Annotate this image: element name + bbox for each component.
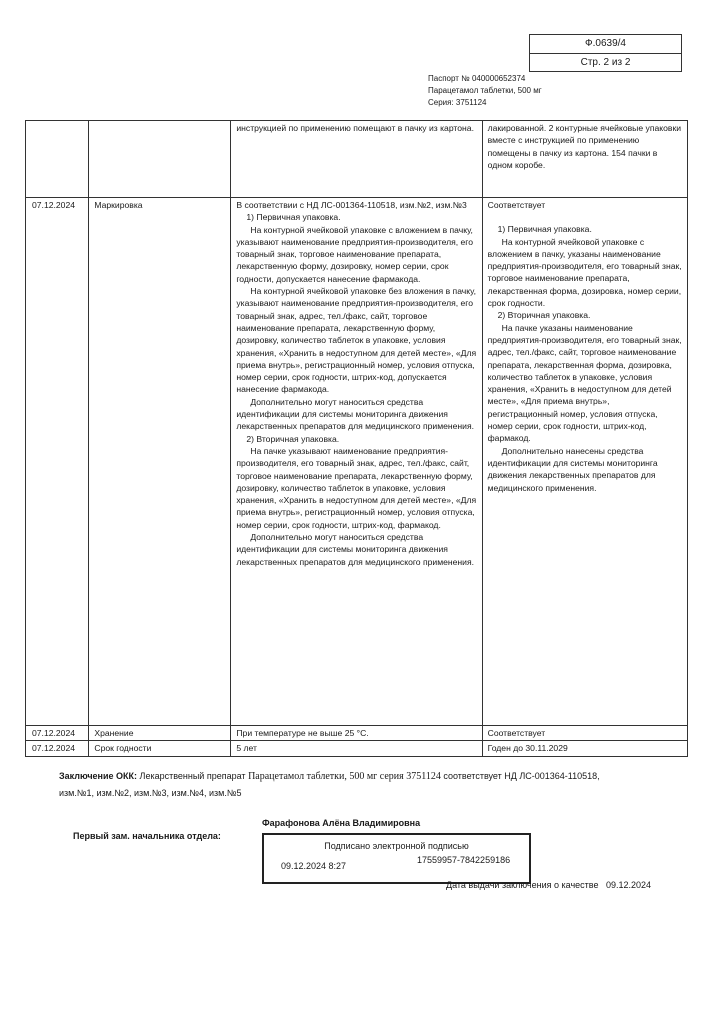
conclusion-label: Заключение ОКК: [59,771,138,781]
signature-title: Подписано электронной подписью [324,841,469,851]
marking-date: 07.12.2024 [26,198,89,726]
signature-certificate: 17559957-7842259186 [417,855,511,865]
conclusion: Заключение ОКК: Лекарственный препарат Парацетамол таблетки, 500 мг серия 3751124 соответствует НД ЛС-001364-110518, изм.№1, изм.№2, изм.№3, изм.№4, изм.№5 [59,771,600,798]
shelf-date: 07.12.2024 [26,741,89,756]
page-number: Стр. 2 из 2 [530,53,681,72]
marking-name: Маркировка [89,198,231,726]
marking-result: Соответствует 1) Первичная упаковка. На контурной ячейковой упаковке с вложением в пачку, указаны наименование предприятия-производителя, его товарный знак, торговое наименование препарата, лекарственная форма, дозировка, номер серии, срок годности. 2) Вторичная упаковка. На пачке указаны наименование предприятия-производителя, его товарный знак, адрес, тел./факс, сайт, торговое наименование препарата, лекарственная форма, дозировка, количество таблеток в упаковке, условия хранения, «Хранить в недоступном для детей месте», «Для приема внутрь», регистрационный номер, условия отпуска, номер серии, срок годности, штрих-код, фармакод. Дополнительно нанесены средства идентификации для системы мониторинга движения лекарственных препаратов для медицинского применения. [482,198,687,726]
shelf-result: Годен до 30.11.2029 [482,741,687,756]
passport-info [428,73,542,109]
signer-role: Первый зам. начальника отдела: [73,831,221,841]
storage-requirement: При температуре не выше 25 °С. [231,726,482,741]
cont-requirement: инструкцией по применению помещают в пачку из картона. [231,121,482,198]
storage-name: Хранение [89,726,231,741]
passport-number: Паспорт № 040000652374 [428,74,526,83]
series-number: Серия: 3751124 [428,98,487,107]
marking-requirement: В соответствии с НД ЛС-001364-110518, изм.№2, изм.№3 1) Первичная упаковка. На контурной ячейковой упаковке с вложением в пачку, указывают наименование предприятия-производителя, его товарный знак, торговое наименование препарата, лекарственную форму, дозировку, номер серии, срок годности, допускается нанесение фармакода. На контурной ячейковой упаковке без вложения в пачку, указывают наименование предприятия-производителя, его товарный знак, адрес, тел./факс, сайт, торговое наименование препарата, лекарственную форму, дозировку, количество таблеток в упаковке, условия хранения, «Хранить в недоступном для детей месте», «Для приема внутрь», регистрационный номер, условия отпуска, номер серии, срок годности, штрих-код, допускается нанесение фармакода. Дополнительно могут наноситься средства идентификации для системы мониторинга движения лекарственных препаратов для медицинского применения. 2) Вторичная упаковка. На пачке указывают наименование предприятия-производителя, его товарный знак, адрес, тел./факс, сайт, торговое наименование препарата, лекарственную форму, дозировку, количество таблеток в упаковке, условия хранения, «Хранить в недоступном для детей месте», «Для приема внутрь», регистрационный номер, условия отпуска, номер серии, срок годности, штрих-код, фармакод. Дополнительно могут наноситься средства идентификации для системы мониторинга движения лекарственных препаратов для медицинского применения. [231,198,482,726]
storage-result: Соответствует [482,726,687,741]
signature-datetime: 09.12.2024 8:27 [281,861,347,871]
shelf-requirement: 5 лет [231,741,482,756]
table-row [26,121,688,198]
issue-date: 09.12.2024 [605,880,652,890]
e-signature-box [262,833,531,884]
cont-result: лакированной. 2 контурные ячейковые упаковки вместе с инструкцией по применению помещены в пачку из картона. 154 пачки в одном коробе. [482,121,687,198]
product-name: Парацетамол таблетки, 500 мг [428,86,542,95]
shelf-name: Срок годности [89,741,231,756]
signer-name: Фарафонова Алёна Владимировна [262,818,421,828]
table-row [26,726,688,741]
table-row [26,198,688,726]
table-row [26,741,688,756]
form-code-box [529,34,682,72]
storage-date: 07.12.2024 [26,726,89,741]
form-code: Ф.0639/4 [585,38,626,49]
issue-date-line: Дата выдачи заключения о качестве 09.12.2024 [446,880,652,890]
quality-table [25,120,688,757]
